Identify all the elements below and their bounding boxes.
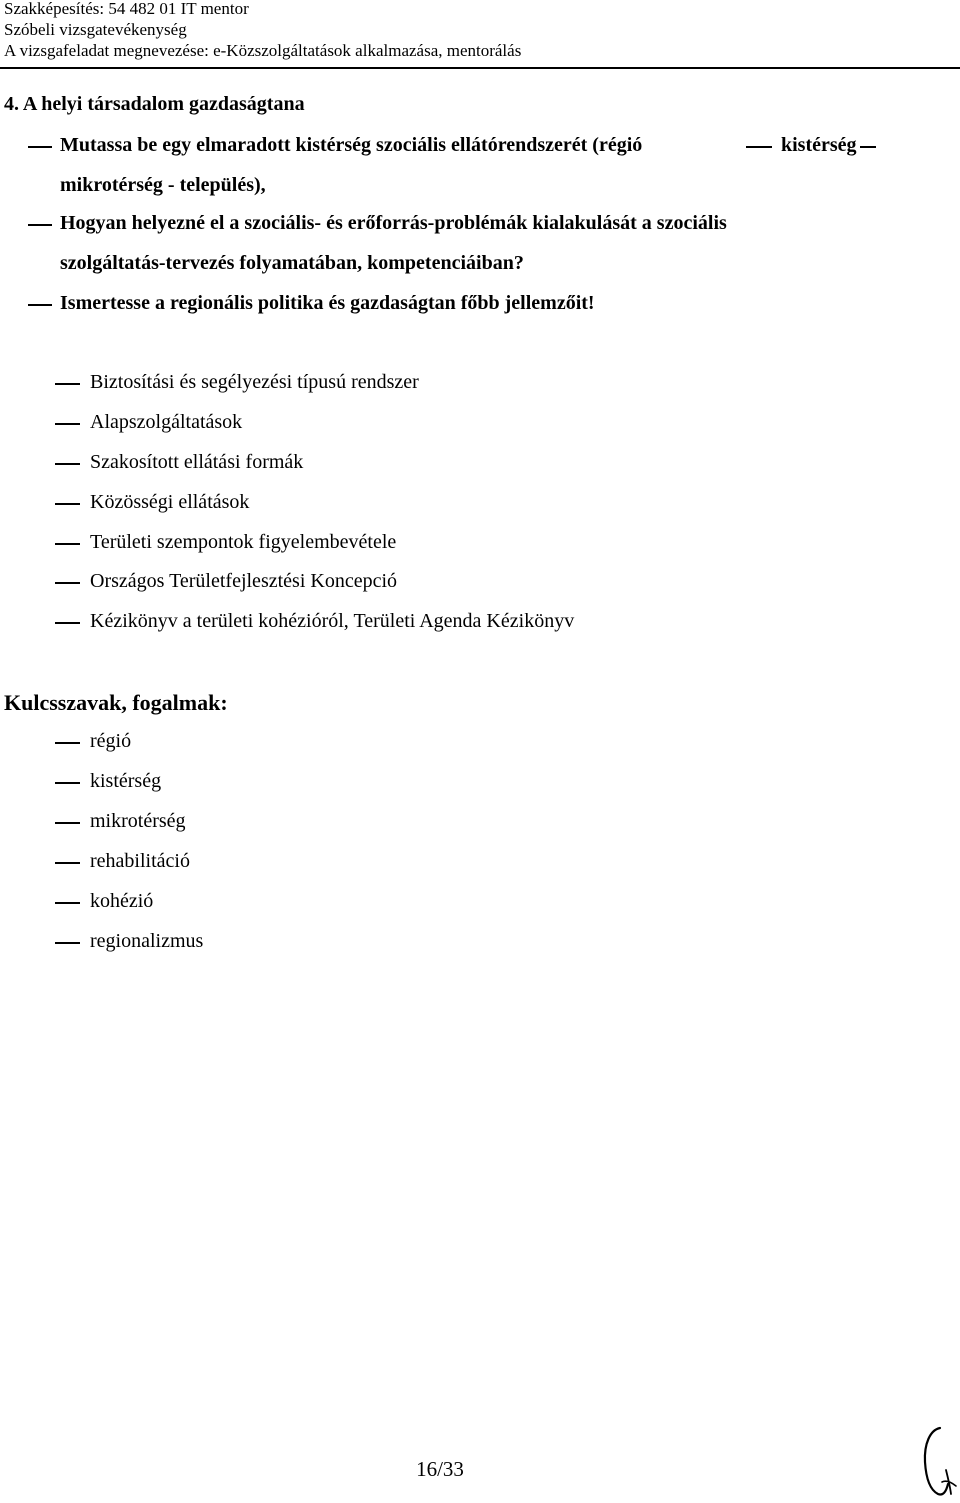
section-title: 4. A helyi társadalom gazdaságtana <box>4 93 305 115</box>
header-exam-type: Szóbeli vizsgatevékenység <box>4 20 187 39</box>
question-2-line-2: szolgáltatás-tervezés folyamatában, kompetenciáiban? <box>60 252 524 274</box>
header-qualification: Szakképesítés: 54 482 01 IT mentor <box>4 0 249 18</box>
topic-item: Biztosítási és segélyezési típusú rendszer <box>90 371 419 393</box>
list-bullet-dash <box>55 782 80 784</box>
question-bullet-dash <box>28 224 52 226</box>
keyword-item: rehabilitáció <box>90 850 190 872</box>
list-bullet-dash <box>55 742 80 744</box>
list-bullet-dash <box>55 503 80 505</box>
question-1-line-1b: kistérség <box>781 134 857 156</box>
question-bullet-dash <box>28 146 52 148</box>
list-bullet-dash <box>55 543 80 545</box>
keyword-item: kistérség <box>90 770 162 792</box>
keyword-item: regionalizmus <box>90 930 204 952</box>
list-bullet-dash <box>55 822 80 824</box>
header-task-name: A vizsgafeladat megnevezése: e-Közszolgáltatások alkalmazása, mentorálás <box>4 41 522 60</box>
question-1-line-1a: Mutassa be egy elmaradott kistérség szociális ellátórendszerét (régió <box>60 134 643 156</box>
list-bullet-dash <box>55 942 80 944</box>
topic-item: Területi szempontok figyelembevétele <box>90 531 397 553</box>
keyword-item: kohézió <box>90 890 154 912</box>
question-bullet-dash <box>28 304 52 306</box>
topic-item: Szakosított ellátási formák <box>90 451 304 473</box>
topic-item: Alapszolgáltatások <box>90 411 243 433</box>
keyword-item: régió <box>90 730 132 752</box>
question-1-line-2: mikrotérség - település), <box>60 174 266 196</box>
inline-dash <box>746 146 772 148</box>
keywords-heading: Kulcsszavak, fogalmak: <box>4 690 228 715</box>
signature-mark <box>918 1422 958 1502</box>
page-number: 16/33 <box>416 1457 464 1481</box>
question-3: Ismertesse a regionális politika és gazdaságtan főbb jellemzőit! <box>60 292 595 314</box>
topic-item: Kézikönyv a területi kohézióról, Területi Agenda Kézikönyv <box>90 610 575 632</box>
list-bullet-dash <box>55 423 80 425</box>
list-bullet-dash <box>55 862 80 864</box>
list-bullet-dash <box>55 622 80 624</box>
inline-dash <box>860 146 876 148</box>
topic-item: Országos Területfejlesztési Koncepció <box>90 570 398 592</box>
list-bullet-dash <box>55 463 80 465</box>
keyword-item: mikrotérség <box>90 810 186 832</box>
list-bullet-dash <box>55 582 80 584</box>
list-bullet-dash <box>55 902 80 904</box>
list-bullet-dash <box>55 383 80 385</box>
topic-item: Közösségi ellátások <box>90 491 250 513</box>
question-2-line-1: Hogyan helyezné el a szociális- és erőforrás-problémák kialakulását a szociális <box>60 212 727 234</box>
header-divider <box>0 67 960 69</box>
